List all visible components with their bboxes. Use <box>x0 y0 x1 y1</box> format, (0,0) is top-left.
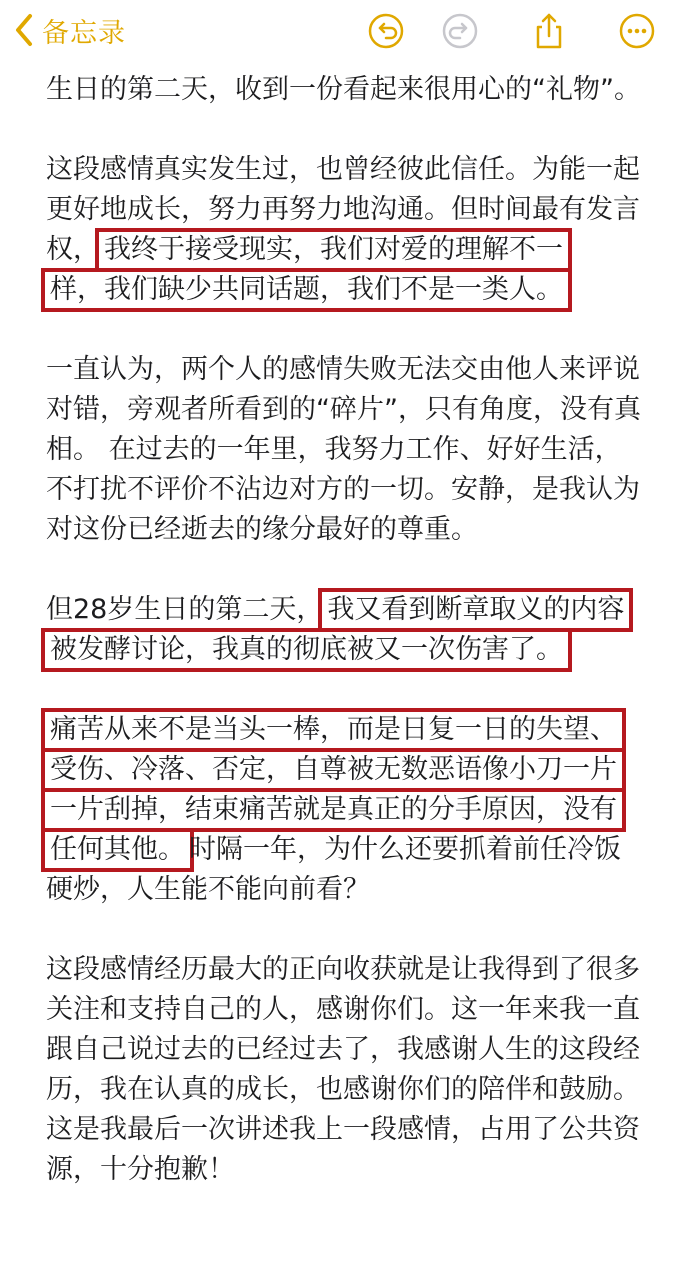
paragraph-text: 这段感情经历最大的正向收获就是让我得到了很多关注和支持自己的人，感谢你们。这一年来我一直跟自己说过去的已经过去了，我感谢人生的这段经历，我在认真的成长，也感谢你们的陪伴和鼓励。这是我最后一次讲述我上一段感情，占用了公共资源，十分抱歉！ <box>46 954 640 1185</box>
paragraph-2 <box>46 150 646 310</box>
note-body[interactable] <box>46 70 646 1230</box>
paragraph-5 <box>46 710 646 910</box>
paragraph-6 <box>46 950 646 1190</box>
undo-icon <box>367 12 405 50</box>
redo-icon <box>441 12 479 50</box>
highlighted-sentence: 我又看到断章取义的内容 <box>323 593 628 627</box>
paragraph-text: 一直认为，两个人的感情失败无法交由他人来评说对错，旁观者所看到的“碎片”，只有角度，没有真相。 在过去的一年里，我努力工作、好好生活，不打扰不评价不沾边对方的一切。安静，是我认为对这份已经逝去的缘分最好的尊重。 <box>46 354 641 545</box>
highlighted-sentence: 样，我们缺少共同话题，我们不是一类人。 <box>46 273 567 307</box>
paragraph-text: 这段感情真实发生过，也曾经彼此信任。为能一起更好地成长，努力再努力地沟通。但时间最有发言权， <box>46 154 640 265</box>
highlighted-sentence: 我终于接受现实，我们对爱的理解不一 <box>100 233 567 267</box>
highlighted-sentence: 痛苦从来不是当头一棒，而是日复一日的失望、 <box>46 713 621 747</box>
back-label: 备忘录 <box>42 17 126 49</box>
paragraph-text: 生日的第二天，收到一份看起来很用心的“礼物”。 <box>46 74 641 105</box>
share-button[interactable] <box>530 12 568 50</box>
navigation-bar <box>0 0 690 62</box>
highlighted-sentence: 受伤、冷落、否定，自尊被无数恶语像小刀一片 <box>46 753 621 787</box>
more-button[interactable] <box>618 12 656 50</box>
paragraph-1 <box>46 70 646 110</box>
highlighted-sentence: 被发酵讨论，我真的彻底被又一次伤害了。 <box>46 633 567 667</box>
more-icon <box>618 12 656 50</box>
redo-button[interactable] <box>441 12 479 50</box>
back-button[interactable] <box>14 10 126 50</box>
undo-button[interactable] <box>367 12 405 50</box>
paragraph-text: 时隔一年，为什么还要抓着前任冷饭硬炒，人生能不能向前看？ <box>46 834 621 905</box>
paragraph-4 <box>46 590 646 670</box>
paragraph-text: 但28岁生日的第二天， <box>46 594 324 625</box>
highlighted-sentence: 一片刮掉，结束痛苦就是真正的分手原因，没有 <box>46 793 621 827</box>
highlighted-sentence: 任何其他。 <box>46 833 189 867</box>
paragraph-3 <box>46 350 646 550</box>
share-icon <box>530 12 568 50</box>
chevron-left-icon <box>14 13 34 47</box>
